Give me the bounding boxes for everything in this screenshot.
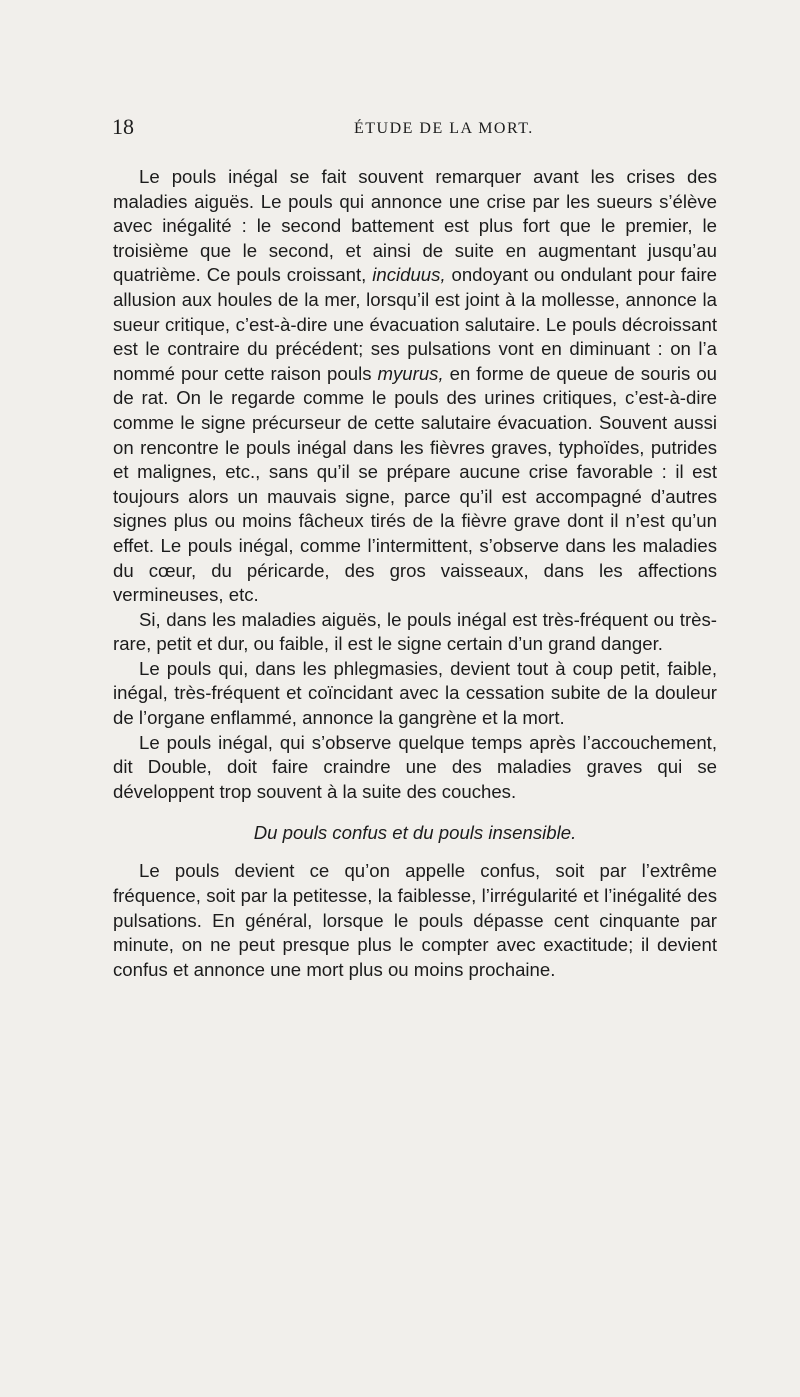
running-title: ÉTUDE DE LA MORT. [354, 120, 534, 137]
paragraph-childbirth: Le pouls inégal, qui s’observe quelque temps après l’accouchement, dit Double, doit faire craindre une des maladies graves qui se développent trop souvent à la suite des couches. [113, 731, 717, 802]
page-number: 18 [112, 114, 134, 139]
term-inciduus: inciduus, [372, 264, 446, 286]
paragraph-inequal-pulse-crises: Le pouls inégal se fait souvent remarquer avant les crises des maladies aiguës. Le pouls qui annonce une crise par les sueurs s’élève avec inégalité : le second battement est plus fort que le premier, le troisième que le second, et ainsi de suite en augmentant jusqu’au quatrième. Ce pouls croissant, inciduus, ondoyant ou ondulant pour faire allusion aux houles de la mer, lorsqu’il est joint à la mollesse, annonce la sueur critique, c’est-à-dire une évacuation salutaire. Le pouls décroissant est le contraire du précédent; ses pulsations vont en diminuant : on l’a nommé pour cette raison pouls myurus, en forme de queue de souris ou de rat. On le regarde comme le pouls des urines critiques, c’est-à-dire comme le signe précurseur de cette salutaire évacuation. Souvent aussi on rencontre le pouls inégal dans les fièvres graves, typhoïdes, putrides et malignes, etc., sans qu’il se prépare aucune crise favorable : il est toujours alors un mauvais signe, parce qu’il est accompagné d’autres signes plus ou moins fâcheux tirés de la fièvre grave dont il n’est qu’un effet. Le pouls inégal, comme l’intermittent, s’observe dans les maladies du cœur, du péricarde, des gros vaisseaux, dans les affections vermineuses, etc. [113, 166, 717, 606]
page-header [112, 114, 692, 144]
section-heading: Du pouls confus et du pouls insensible. [253, 822, 577, 844]
paragraph-confused-pulse: Le pouls devient ce qu’on appelle confus, soit par l’extrême fréquence, soit par la petitesse, la faiblesse, l’irrégularité et l’inégalité des pulsations. En général, lorsque le pouls dépasse cent cinquante par minute, on ne peut presque plus le compter avec exactitude; il devient confus et annonce une mort plus ou moins prochaine. [113, 860, 717, 980]
paragraph-acute-diseases: Si, dans les maladies aiguës, le pouls inégal est très-fréquent ou très-rare, petit et dur, ou faible, il est le signe certain d’un grand danger. [113, 608, 717, 655]
term-myurus: myurus, [377, 362, 444, 384]
paragraph-phlegmasies: Le pouls qui, dans les phlegmasies, devient tout à coup petit, faible, inégal, très-fréquent et coïncidant avec la cessation subite de la douleur de l’organe enflammé, annonce la gangrène et la mort. [113, 657, 717, 729]
body-text [113, 165, 717, 982]
